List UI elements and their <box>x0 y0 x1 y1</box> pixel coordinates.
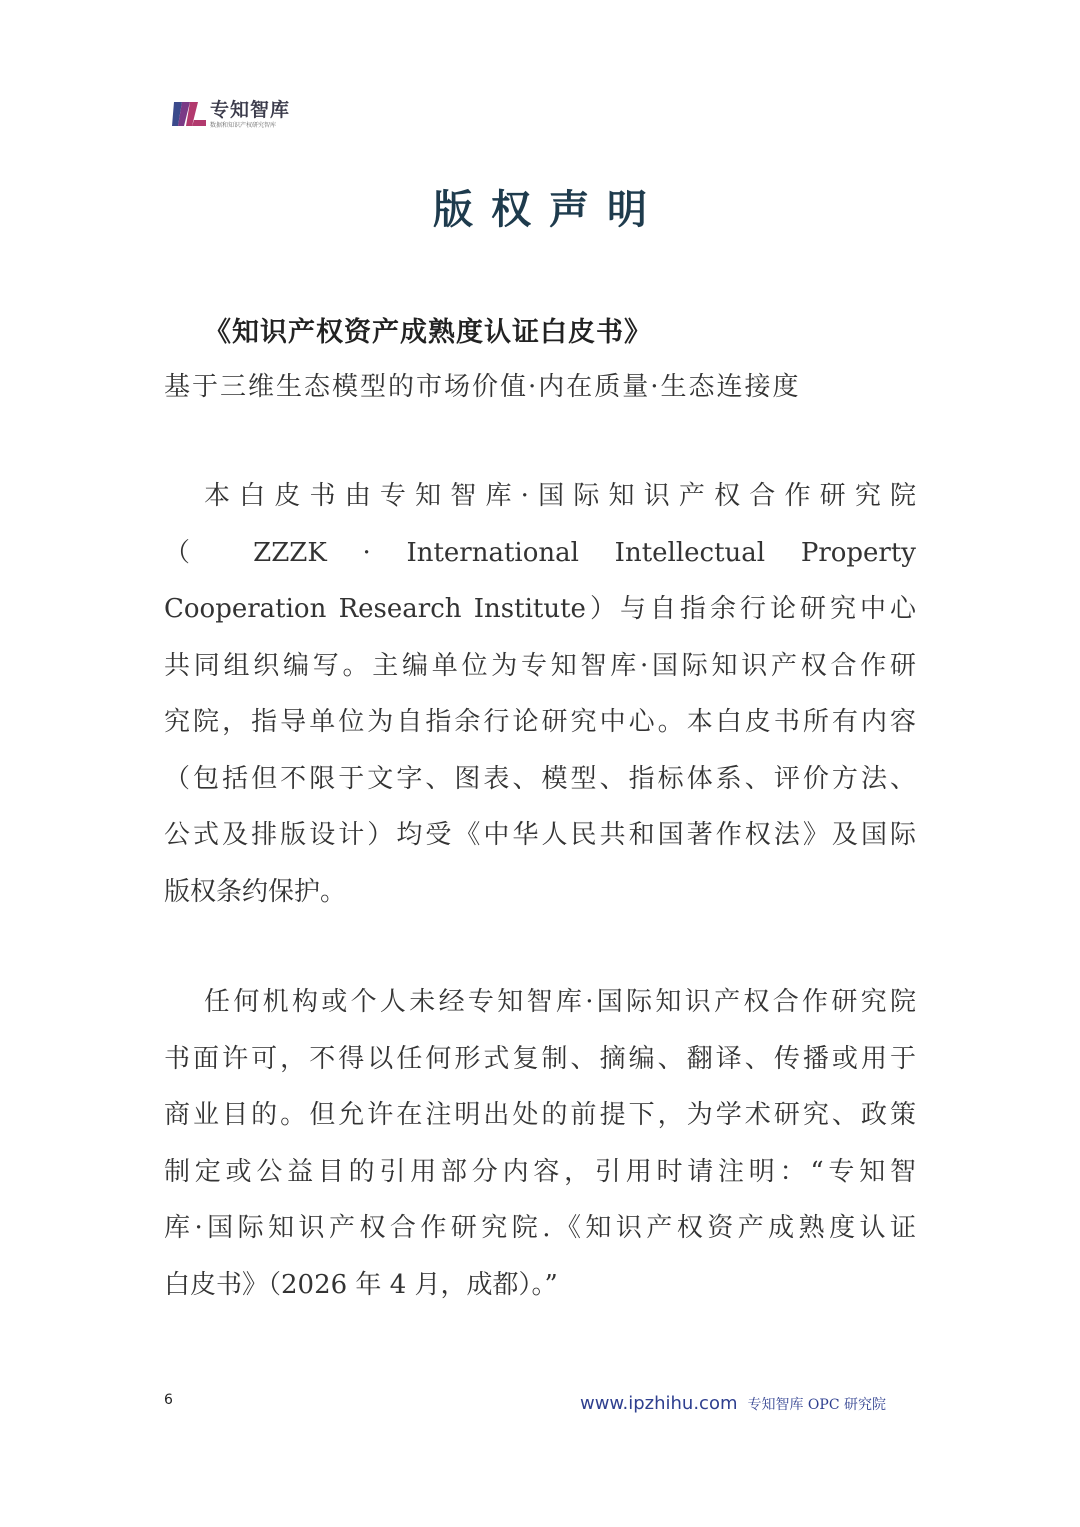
paragraph-line: 任何机构或个人未经专知智库·国际知识产权合作研究院 <box>204 987 916 1017</box>
paragraph-line: Cooperation Research Institute）与自指余行论研究中心 <box>164 594 916 624</box>
footer-url-link[interactable]: www.ipzhihu.com <box>579 1393 738 1414</box>
paragraph-line: 共同组织编写。主编单位为专知智库·国际知识产权合作研 <box>164 650 916 681</box>
logo-tagline: 数据和知识产权研究智库 <box>210 121 277 129</box>
paragraph-line: 版权条约保护。 <box>164 876 347 907</box>
document-subtitle: 基于三维生态模型的市场价值·内在质量·生态连接度 <box>164 372 801 402</box>
page-title: 版权声明 <box>433 187 665 233</box>
logo-mark-icon <box>172 98 206 130</box>
copyright-paragraph-1 <box>164 468 916 920</box>
paragraph-line: 白皮书》（2026 年 4 月，成都）。” <box>164 1269 558 1300</box>
paragraph-line: 书面许可，不得以任何形式复制、摘编、翻译、传播或用于 <box>164 1043 916 1074</box>
paragraph-line: 商业目的。但允许在注明出处的前提下，为学术研究、政策 <box>164 1100 916 1130</box>
paragraph-line: （包括但不限于文字、图表、模型、指标体系、评价方法、 <box>164 763 916 794</box>
paragraph-line: 公式及排版设计）均受《中华人民共和国著作权法》及国际 <box>164 820 916 850</box>
logo-name: 专知智库 <box>210 98 291 121</box>
paragraph-line: 究院，指导单位为自指余行论研究中心。本白皮书所有内容 <box>164 707 916 737</box>
footer <box>580 1393 886 1414</box>
page-number: 6 <box>164 1392 173 1408</box>
document-title: 《知识产权资产成熟度认证白皮书》 <box>204 317 652 348</box>
footer-org: 专知智库 OPC 研究院 <box>747 1397 886 1413</box>
paragraph-line: 库·国际知识产权合作研究院.《知识产权资产成熟度认证 <box>164 1213 916 1243</box>
paragraph-line: （ ZZZK · International Intellectual Property <box>164 537 916 568</box>
logo <box>172 98 290 130</box>
paragraph-line: 制定或公益目的引用部分内容，引用时请注明：“专知智 <box>164 1156 916 1187</box>
copyright-paragraph-2 <box>164 974 916 1313</box>
paragraph-line: 本白皮书由专知智库·国际知识产权合作研究院 <box>204 481 916 511</box>
